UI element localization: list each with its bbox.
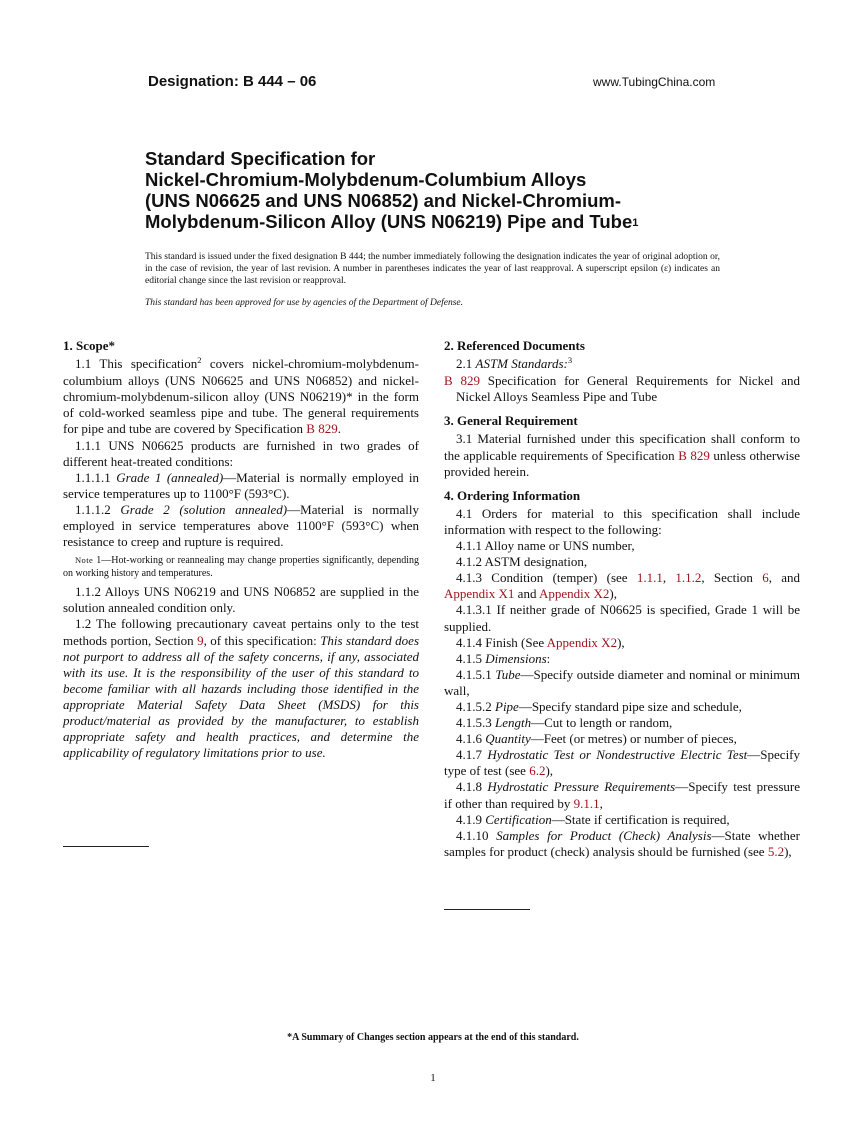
link-6-2[interactable]: 6.2 [529,763,546,779]
p4-1-7-end: ), [545,763,554,779]
link-b829-spec[interactable]: B 829 [678,447,710,463]
p1-2-caveat: This standard does not purport to address all of the safety concerns, if any, associated with its use. It is the responsibility of the user of this standard to become familiar with all hazards including those identified in the appropriate Material Safety Data Sheet (MSDS) for this product/material as provided by the manufacturer, to establish appropriate safety and health practices, and determine the applicability of regulatory limitations prior to use. [63,632,420,761]
paragraph-4-1-4 [444,635,800,651]
paragraph-4-1-5-1 [444,667,800,699]
link-appendix-x1[interactable]: Appendix X1 [444,586,515,602]
section-heading-referenced-documents: 2. Referenced Documents [444,338,585,353]
page-number: 1 [430,1072,436,1084]
title-line-4 [145,211,745,236]
link-appendix-x2-finish[interactable]: Appendix X2 [546,634,618,650]
link-5-2[interactable]: 5.2 [767,843,785,859]
p4-1-7-label: Hydrostatic Test or Nondestructive Electric Test [487,747,748,763]
p1-1-1-1-num: 1.1.1.1 [75,469,117,485]
paragraph-4-1-5-3 [444,715,800,731]
footnote-rule-left [63,846,149,847]
paragraph-4-1-5 [444,651,800,667]
p4-1-8-end: , [599,795,603,811]
p4-1-8-label: Hydrostatic Pressure Requirements [487,779,676,795]
p1-1-1-1-text: —Material is normally employed in service temperatures up to 1100°F (593°C). [63,469,420,501]
paragraph-4-1-1: 4.1.1 Alloy name or UNS number, [456,538,635,554]
p1-2-mid: , of this specification: [203,632,321,648]
p4-1-5-2-num: 4.1.5.2 [456,698,495,714]
title-line-4-text: Molybdenum-Silicon Alloy (UNS N06219) Pipe and Tube [145,211,633,232]
p4-1-5-end: : [546,650,551,666]
link-appendix-x2[interactable]: Appendix X2 [538,586,610,602]
p1-1-lead: 1.1 This specification [75,356,198,372]
p4-1-10-end: ), [784,843,792,859]
footnote-ref-3: 3 [567,355,573,366]
p4-1-9-label: Certification [485,811,552,827]
p4-1-5-1-label: Tube [495,666,521,682]
right-column [444,338,800,860]
title-footnote-mark: 1 [632,217,639,229]
title-line-1: Standard Specification for [145,148,376,169]
p4-1-6-label: Quantity [485,731,531,747]
p4-1-5-label: Dimensions [485,650,547,666]
paragraph-4-1-9 [444,812,800,828]
paragraph-1-1-2: 1.1.2 Alloys UNS N06219 and UNS N06852 are supplied in the solution annealed condition only. [63,584,419,616]
p4-1-5-3-label: Length [495,715,532,731]
note-text: 1—Hot-working or reannealing may change properties significantly, depending on working history and temperatures. [63,555,419,580]
p2-1-num: 2.1 [456,356,476,372]
link-1-1-2[interactable]: 1.1.2 [675,570,702,586]
p4-1-3-sep-2: , Section [701,570,763,586]
designation-label: Designation: B 444 – 06 [148,73,317,90]
p4-1-10-num: 4.1.10 [456,827,497,843]
paragraph-1-1-1-1 [63,470,419,502]
paragraph-4-1-8 [444,779,800,811]
p4-1-7-text: —Specify type of test (see [444,747,801,779]
section-heading-general-requirement: 3. General Requirement [444,413,578,429]
p1-1-1-2-text: —Material is normally employed in service temperatures above 1100°F (593°C) when resistance to creep and rupture is required. [63,501,420,550]
link-ref-b829[interactable]: B 829 [444,373,480,389]
left-column [63,338,419,761]
p1-2-lead: 1.2 The following precautionary caveat pertains only to the test methods portion, Section [63,616,419,648]
p4-1-5-1-text: —Specify outside diameter and nominal or minimum wall, [444,666,800,698]
footnote-ref-2: 2 [197,355,202,366]
summary-of-changes-note: *A Summary of Changes section appears at the end of this standard. [287,1032,579,1043]
section-heading-ordering-information: 4. Ordering Information [444,487,581,503]
p4-1-5-2-text: —Specify standard pipe size and schedule, [518,698,742,714]
link-1-1-1[interactable]: 1.1.1 [636,570,663,586]
link-section-6[interactable]: 6 [762,570,769,586]
p4-1-5-3-text: —Cut to length or random, [531,715,673,731]
p4-1-7-num: 4.1.7 [456,747,488,763]
p4-1-8-text: —Specify test pressure if other than required by [444,779,800,811]
p4-1-5-2-label: Pipe [495,698,519,714]
p4-1-6-num: 4.1.6 [456,731,486,747]
paragraph-4-1-3-1: 4.1.3.1 If neither grade of N06625 is specified, Grade 1 will be supplied. [444,602,800,634]
p3-1-end: unless otherwise provided herein. [444,447,800,479]
p4-1-5-num: 4.1.5 [456,650,486,666]
paragraph-1-1 [63,356,419,437]
paragraph-4-1-6 [444,731,800,747]
note-label: Note [75,555,94,566]
paragraph-4-1-10 [444,828,800,860]
p4-1-4-lead: 4.1.4 Finish (See [456,634,547,650]
p1-1-1-2-num: 1.1.1.2 [75,501,121,517]
paragraph-4-1-2: 4.1.2 ASTM designation, [456,554,588,570]
p4-1-10-text: —State whether samples for product (check) analysis should be furnished (see [444,827,801,859]
paragraph-1-1-1: 1.1.1 UNS N06625 products are furnished in two grades of different heat-treated conditions: [63,437,419,469]
section-heading-scope: 1. Scope* [63,338,115,353]
p1-1-1-1-grade: Grade 1 (annealed) [116,469,224,485]
p1-1-end: . [337,421,341,437]
link-section-9[interactable]: 9 [197,632,204,648]
paragraph-4-1-3 [444,570,800,602]
p4-1-9-num: 4.1.9 [456,811,486,827]
website-label: www.TubingChina.com [593,75,716,89]
ref-b829-title: Specification for General Requirements for Nickel and Nickel Alloys Seamless Pipe and Tube [456,373,801,405]
p4-1-3-end: ), [609,586,617,602]
p4-1-4-end: ), [617,634,625,650]
footnote-rule-right [444,909,530,910]
p4-1-3-sep-3: , and [768,570,801,586]
p1-1-1-2-grade: Grade 2 (solution annealed) [120,501,288,517]
p2-1-label: ASTM Standards: [475,356,568,372]
paragraph-4-1-5-2 [444,699,800,715]
paragraph-2-1 [444,356,800,373]
title-line-2: Nickel-Chromium-Molybdenum-Columbium Alloys [145,169,587,190]
p4-1-3-sep-4: and [514,586,539,602]
p1-1-body: covers nickel-chromium-molybdenum-columbium alloys (UNS N06625 and UNS N06852) and nickel-chromium-molybdenum-silicon alloy (UNS N06219)* in the form of cold-worked seamless pipe and tube. The general requirements for pipe and tube are covered by Specification [63,356,419,437]
paragraph-1-1-1-2 [63,502,419,550]
p3-1-lead: 3.1 Material furnished under this specification shall conform to the applicable requirements of Specification [444,431,800,463]
p4-1-8-num: 4.1.8 [456,779,488,795]
issuance-notice: This standard is issued under the fixed designation B 444; the number immediately following the designation indicates the year of original adoption or, in the case of revision, the year of last revision. A number in parentheses indicates the year of last reapproval. A superscript epsilon (ε) indicates an editorial change since the last revision or reapproval. [145,252,720,286]
p4-1-5-1-num: 4.1.5.1 [456,666,496,682]
link-b829[interactable]: B 829 [306,421,338,437]
dod-approval-notice: This standard has been approved for use by agencies of the Department of Defense. [145,298,464,308]
link-9-1-1[interactable]: 9.1.1 [573,795,600,811]
p4-1-5-3-num: 4.1.5.3 [456,715,495,731]
p4-1-3-sep-1: , [662,570,676,586]
paragraph-1-2 [63,616,419,761]
p4-1-3-lead: 4.1.3 Condition (temper) (see [456,570,637,586]
note-1 [63,554,419,580]
paragraph-3-1 [444,431,800,479]
p4-1-10-label: Samples for Product (Check) Analysis [496,827,712,843]
document-title [145,148,745,236]
p4-1-9-text: —State if certification is required, [551,811,730,827]
title-line-3: (UNS N06625 and UNS N06852) and Nickel-Chromium- [145,190,621,211]
p4-1-6-text: —Feet (or metres) or number of pieces, [530,731,737,747]
reference-b829 [444,373,800,405]
paragraph-4-1-7 [444,747,800,779]
paragraph-4-1: 4.1 Orders for material to this specification shall include information with respect to the following: [444,505,800,537]
